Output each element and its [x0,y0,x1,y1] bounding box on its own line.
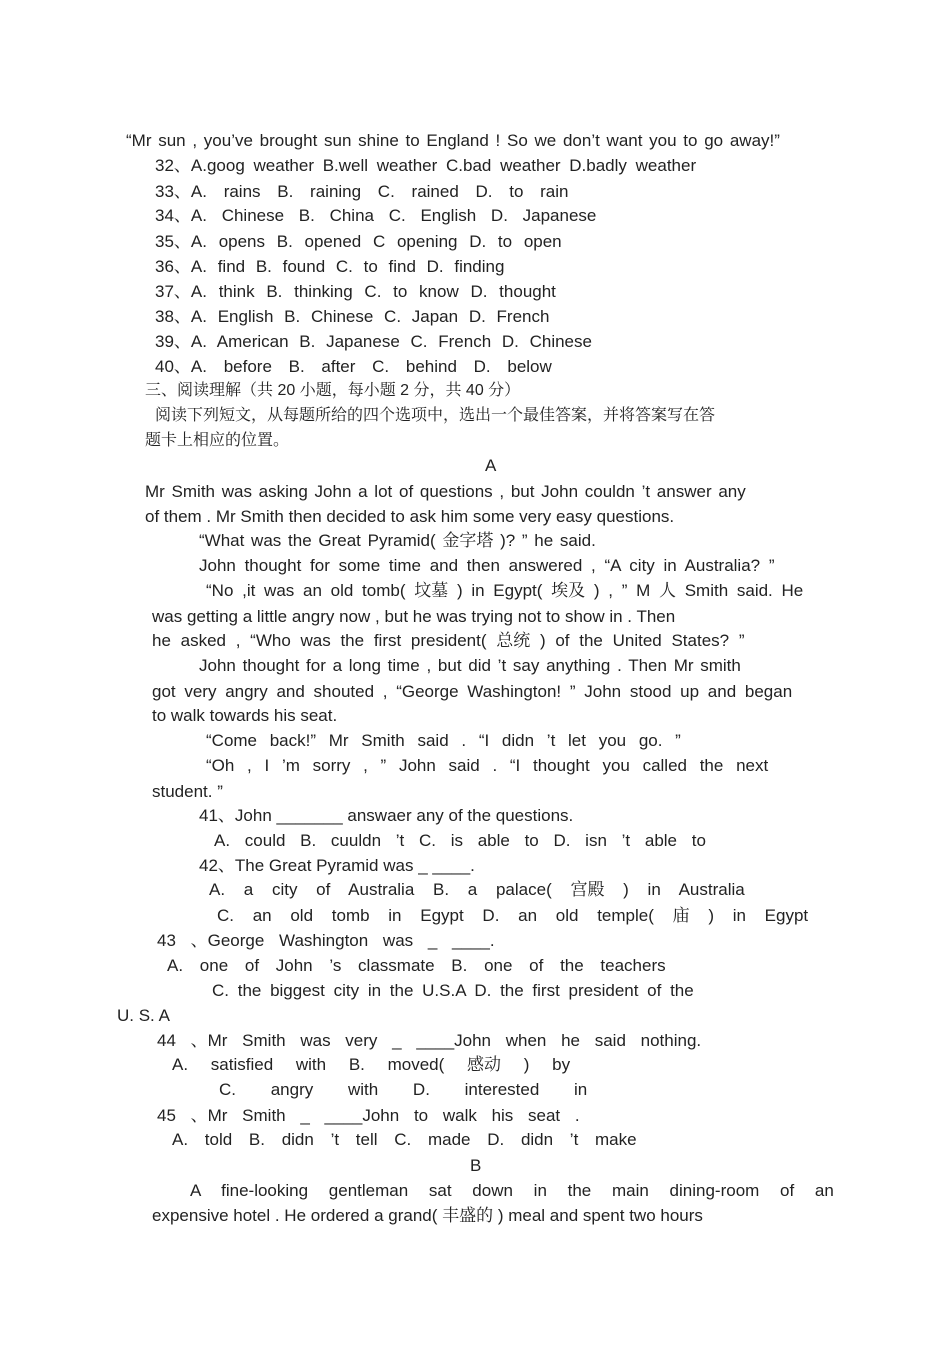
question-45-options: A. told B. didn ’t tell C. made D. didn ’t make [172,1130,637,1149]
question-38: 38、A. English B. Chinese C. Japan D. French [155,307,550,326]
passage-b-line-2: expensive hotel . He ordered a grand( 丰盛的 ) meal and spent two hours [152,1206,703,1225]
passage-a-title: A [485,456,497,475]
passage-a-line-8: John thought for a long time , but did ’t say anything . Then Mr smith [199,656,741,675]
question-43-options-cont: U. S. A [117,1006,170,1025]
passage-a-line-12: “Oh , I ’m sorry , ” John said . “I thought you called the next [206,756,769,775]
question-36: 36、A. find B. found C. to find D. finding [155,257,505,276]
question-43: 43 、George Washington was _ ____. [157,931,495,950]
passage-a-line-9: got very angry and shouted , “George Washington! ” John stood up and began [152,682,793,701]
passage-b-title: B [470,1156,482,1175]
question-45: 45 、Mr Smith _ ____John to walk his seat . [157,1106,580,1125]
question-32: 32、A.goog weather B.well weather C.bad weather D.badly weather [155,156,697,175]
question-44-options-ab: A. satisfied with B. moved( 感动 ) by [172,1055,571,1074]
question-43-options-ab: A. one of John ’s classmate B. one of the teachers [167,956,666,975]
question-40: 40、A. before B. after C. behind D. below [155,357,552,376]
question-42-options-ab: A. a city of Australia B. a palace( 宫殿 ) in Australia [209,880,745,899]
question-41: 41、John _______ answaer any of the questions. [199,806,574,825]
question-42-options-cd: C. an old tomb in Egypt D. an old temple( 庙 ) in Egypt [217,906,809,925]
passage-b-line-1: A fine-looking gentleman sat down in the main dining-room of an [190,1181,834,1200]
passage-a-line-1: Mr Smith was asking John a lot of questions , but John couldn ’t answer any [145,482,746,501]
passage-a-line-6: was getting a little angry now , but he was trying not to show in . Then [152,607,676,626]
passage-a-line-5: “No ,it was an old tomb( 坟墓 ) in Egypt( 埃及 ) , ” M 人 Smith said. He [206,581,804,600]
question-44-options-cd: C. angry with D. interested in [219,1080,588,1099]
passage-a-line-11: “Come back!” Mr Smith said . “I didn ’t let you go. ” [206,731,681,750]
question-35: 35、A. opens B. opened C opening D. to open [155,232,562,251]
passage-a-line-2: of them . Mr Smith then decided to ask him some very easy questions. [145,507,675,526]
quote-line: “Mr sun , you’ve brought sun shine to England ! So we don’t want you to go away!” [126,131,780,150]
question-43-options-cd: C. the biggest city in the U.S.A D. the first president of the [212,981,694,1000]
question-34: 34、A. Chinese B. China C. English D. Japanese [155,206,597,225]
question-42: 42、The Great Pyramid was _ ____. [199,856,475,875]
question-39: 39、A. American B. Japanese C. French D. Chinese [155,332,592,351]
instructions-line-1: 阅读下列短文，从每题所给的四个选项中，选出一个最佳答案，并将答案写在答 [155,407,716,424]
question-33: 33、A. rains B. raining C. rained D. to rain [155,182,569,201]
passage-a-line-3: “What was the Great Pyramid( 金字塔 )? ” he said. [199,531,596,550]
passage-a-line-4: John thought for some time and then answered , “A city in Australia? ” [199,556,775,575]
instructions-line-2: 题卡上相应的位置。 [145,432,290,449]
passage-a-line-10: to walk towards his seat. [152,706,338,725]
question-41-options: A. could B. cuuldn ’t C. is able to D. isn ’t able to [214,831,706,850]
passage-a-line-13: student. ” [152,782,223,801]
section-heading: 三、阅读理解（共 20 小题，每小题 2 分，共 40 分） [145,382,521,399]
question-44: 44 、Mr Smith was very _ ____John when he said nothing. [157,1031,702,1050]
passage-a-line-7: he asked , “Who was the first president( 总统 ) of the United States? ” [152,631,745,650]
question-37: 37、A. think B. thinking C. to know D. thought [155,282,556,301]
